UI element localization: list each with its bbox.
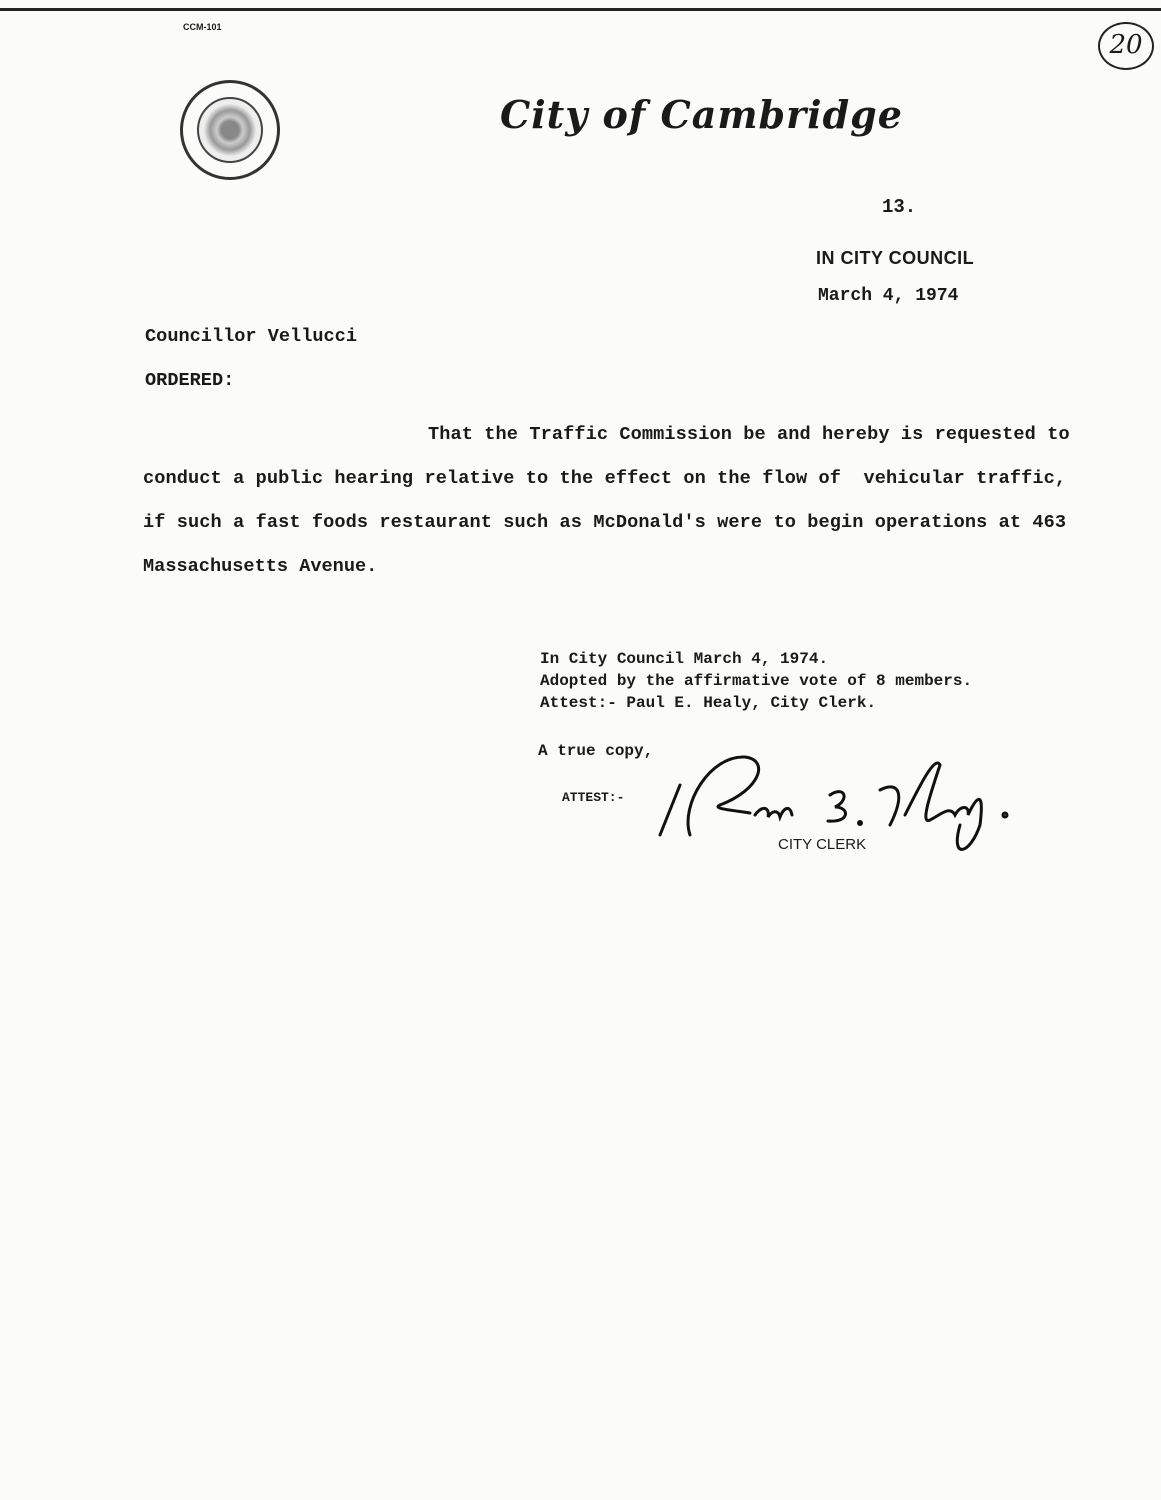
adoption-line: In City Council March 4, 1974.: [540, 650, 829, 668]
sponsor: Councillor Vellucci: [145, 326, 358, 347]
clerk-title: CITY CLERK: [778, 836, 867, 853]
top-border-line: [0, 8, 1161, 11]
city-seal-icon: [180, 80, 280, 180]
body-line: conduct a public hearing relative to the effect on the flow of vehicular traffic,: [143, 468, 1067, 489]
council-date: March 4, 1974: [818, 286, 959, 306]
body-line: That the Traffic Commission be and hereby is requested to: [428, 424, 1070, 445]
attest-label: ATTEST:-: [562, 790, 625, 805]
adoption-line: Adopted by the affirmative vote of 8 members.: [540, 672, 973, 690]
adoption-line: Attest:- Paul E. Healy, City Clerk.: [540, 694, 877, 712]
form-code: CCM-101: [183, 22, 222, 32]
letterhead-title: City of Cambridge: [500, 92, 903, 137]
true-copy-label: A true copy,: [538, 742, 654, 760]
council-heading: IN CITY COUNCIL: [816, 248, 975, 268]
body-line: Massachusetts Avenue.: [143, 556, 378, 577]
ordered-label: ORDERED:: [145, 370, 235, 391]
page-number: 20: [1098, 22, 1154, 70]
item-number: 13.: [882, 196, 917, 218]
body-line: if such a fast foods restaurant such as McDonald's were to begin operations at 463: [143, 512, 1067, 533]
